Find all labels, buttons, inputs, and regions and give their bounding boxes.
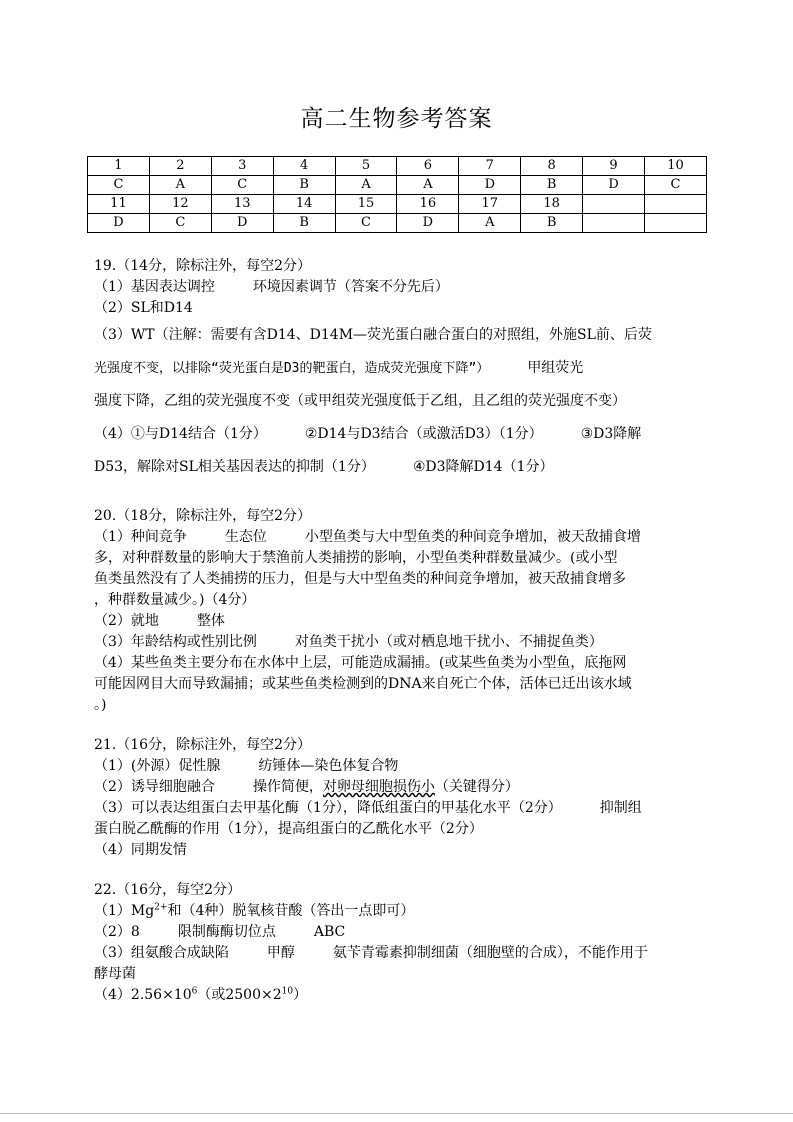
q20-answer: 小型鱼类与大中型鱼类的种间竞争增加，被天敌捕食增 (304, 529, 641, 545)
q22-answer: 限制酶酶切位点 (177, 924, 276, 940)
q20-line: 多，对种群数量的影响大于禁渔前人类捕捞的影响，小型鱼类种群数量减少。(或小型 (94, 550, 618, 566)
question-number-cell (645, 195, 707, 214)
q20-line: 。) (94, 697, 107, 713)
q22-superscript: 10 (281, 986, 294, 997)
q19-answer: ②D14与D3结合（或激活D3）（1分） (304, 426, 543, 442)
q22-line (94, 922, 702, 943)
answer-cell: D (583, 176, 645, 195)
q21-answer: 纺锤体—染色体复合物 (258, 758, 399, 774)
question-number-cell: 18 (521, 195, 583, 214)
q19-answer: （4）①与D14结合（1分） (94, 426, 267, 442)
answer-cell: C (335, 214, 397, 233)
answer-cell: C (149, 214, 211, 233)
q20-answer: 生态位 (224, 529, 267, 545)
q22-answer: （2）8 (94, 924, 140, 940)
q21-heading: 21.（16分，除标注外，每空2分） (94, 737, 311, 753)
answer-cell: A (397, 176, 459, 195)
question-number-cell: 16 (397, 195, 459, 214)
q20-answer: （1）种间竞争 (94, 529, 187, 545)
question-number-cell: 10 (645, 157, 707, 176)
q21-line: （4）同期发情 (94, 842, 187, 858)
question-number-cell: 3 (211, 157, 273, 176)
q19-heading: 19.（14分，除标注外，每空2分） (94, 258, 311, 274)
q20-answer: 整体 (196, 613, 225, 629)
answer-key-row (88, 176, 707, 195)
q19-line (94, 418, 702, 451)
answer-cell: D (459, 176, 521, 195)
question-number-cell: 2 (149, 157, 211, 176)
answer-cell: C (211, 176, 273, 195)
q22-answer: 甲醇 (266, 945, 295, 961)
question-number-cell: 8 (521, 157, 583, 176)
q21-line: 蛋白脱乙酰酶的作用（1分），提高组蛋白的乙酰化水平（2分） (94, 821, 483, 837)
answer-content (94, 256, 702, 1006)
page-title: 高二生物参考答案 (300, 106, 493, 132)
q19-line (94, 451, 702, 484)
question-number-cell: 17 (459, 195, 521, 214)
q22-line (94, 901, 702, 922)
q19-answer: D53，解除对SL相关基因表达的抑制（1分） (94, 459, 375, 475)
q19-answer: ③D3降解 (580, 426, 642, 442)
q22-answer: （4）2.56×10 (94, 987, 192, 1003)
q19-line (94, 319, 702, 352)
q19-answer: （3）WT（注解：需要有含D14、D14M—荧光蛋白融合蛋白的对照组，外施SL前、后荧 (94, 327, 652, 343)
q19-answer: （1）基因表达调控 (94, 279, 215, 295)
q22-answer: （1）Mg (94, 903, 155, 919)
q22-answer: （或2500×2 (197, 987, 282, 1003)
q21-answer: 操作简便， (252, 779, 323, 795)
question-number-cell: 1 (88, 157, 150, 176)
q20-line (94, 632, 702, 653)
q20-line: 鱼类虽然没有了人类捕捞的压力，但是与大中型鱼类的种间竞争增加，被天敌捕食增多 (94, 571, 626, 587)
question-22 (94, 880, 702, 1006)
question-number-row (88, 157, 707, 176)
question-number-cell: 5 (335, 157, 397, 176)
question-19 (94, 256, 702, 484)
q19-answer: ④D3降解D14（1分） (412, 459, 554, 475)
q22-superscript: 6 (191, 986, 198, 997)
question-20 (94, 506, 702, 716)
answer-key-row (88, 214, 707, 233)
question-number-cell: 12 (149, 195, 211, 214)
question-number-cell: 15 (335, 195, 397, 214)
q22-answer: ABC (313, 924, 346, 940)
q22-answer: （3）组氨酸合成缺陷 (94, 945, 229, 961)
q20-answer: （2）就地 (94, 613, 159, 629)
q20-line (94, 611, 702, 632)
q21-answer: 抑制组 (599, 800, 642, 816)
q22-answer: 和（4种）脱氧核苷酸（答出一点即可） (167, 903, 415, 919)
q22-line (94, 985, 702, 1006)
q20-answer: （3）年龄结构或性别比例 (94, 634, 257, 650)
question-number-cell: 11 (88, 195, 150, 214)
q21-answer: （3）可以表达组蛋白去甲基化酶（1分），降低组蛋白的甲基化水平（2分） (94, 800, 562, 816)
q19-line: 强度下降，乙组的荧光强度不变（或甲组荧光强度低于乙组，且乙组的荧光强度不变） (94, 393, 626, 409)
q21-answer: （1）(外源）促性腺 (94, 758, 221, 774)
answer-cell: B (273, 176, 335, 195)
question-number-cell (583, 195, 645, 214)
question-number-cell: 14 (273, 195, 335, 214)
q21-answer: （2）诱导细胞融合 (94, 779, 215, 795)
question-number-cell: 7 (459, 157, 521, 176)
q20-line: 可能因网目大而导致漏捕；或某些鱼类检测到的DNA来自死亡个体，活体已迁出该水域 (94, 676, 632, 692)
q20-line (94, 527, 702, 548)
answer-cell: A (459, 214, 521, 233)
q20-line: （4）某些鱼类主要分布在水体中上层，可能造成漏捕。(或某些鱼类为小型鱼，底拖网 (94, 655, 627, 671)
q19-answer: 甲组荧光 (527, 360, 584, 376)
question-number-row (88, 195, 707, 214)
q20-line: ，种群数量减少。)（4分） (94, 592, 256, 608)
answer-cell: A (149, 176, 211, 195)
q19-line: （2）SL和D14 (94, 300, 193, 316)
question-number-cell: 9 (583, 157, 645, 176)
q22-answer: ） (293, 987, 308, 1003)
answer-table (87, 156, 707, 233)
q19-note: 光强度不变，以排除“荧光蛋白是D3的靶蛋白，造成荧光强度下降”） (94, 361, 490, 376)
answer-cell: D (397, 214, 459, 233)
q22-line (94, 943, 702, 964)
q20-answer: 对鱼类干扰小（或对栖息地干扰小、不捕捉鱼类） (294, 634, 603, 650)
q21-answer: （关键得分） (434, 779, 519, 795)
question-number-cell: 4 (273, 157, 335, 176)
q22-answer: 氨苄青霉素抑制细菌（细胞壁的合成），不能作用于 (332, 945, 648, 961)
question-number-cell: 6 (397, 157, 459, 176)
answer-cell: C (88, 176, 150, 195)
question-number-cell: 13 (211, 195, 273, 214)
answer-cell: D (211, 214, 273, 233)
q21-key-phrase: 对卵母细胞损伤小 (322, 779, 435, 795)
q20-heading: 20.（18分，除标注外，每空2分） (94, 508, 311, 524)
page-bottom-divider (0, 1113, 793, 1114)
answer-cell: A (335, 176, 397, 195)
q22-superscript: 2+ (154, 902, 168, 913)
answer-cell: B (273, 214, 335, 233)
q21-line (94, 777, 702, 798)
question-21 (94, 735, 702, 861)
answer-cell: D (88, 214, 150, 233)
q22-heading: 22.（16分，每空2分） (94, 882, 241, 898)
answer-cell: B (521, 176, 583, 195)
q19-line (94, 352, 702, 385)
answer-cell: C (645, 176, 707, 195)
q22-line: 酵母菌 (94, 966, 136, 982)
q21-line (94, 798, 702, 819)
answer-cell (645, 214, 707, 233)
answer-cell: B (521, 214, 583, 233)
answer-cell (583, 214, 645, 233)
q21-line (94, 756, 702, 777)
q19-answer: 环境因素调节（答案不分先后） (252, 279, 449, 295)
q19-line (94, 277, 702, 298)
